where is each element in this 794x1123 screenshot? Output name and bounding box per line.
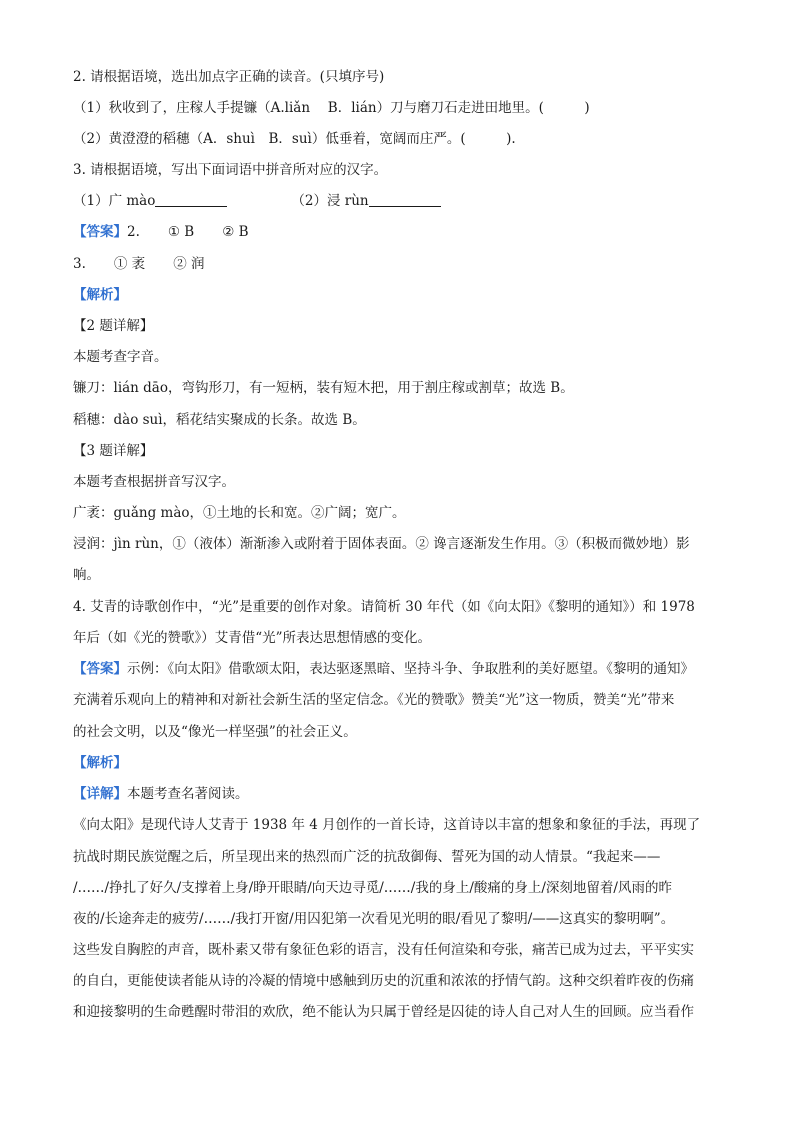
detail-4-line: /……/挣扎了好久/支撑着上身/睁开眼睛/向天边寻觅/……/我的身上/酸痛的身上/深刻地留着/风雨的昨 <box>73 880 672 896</box>
q3-stem: 3. 请根据语境，写出下面词语中拼音所对应的汉字。 <box>73 162 388 178</box>
detail-2-line: 本题考查字音。 <box>73 349 168 365</box>
detail-4-line: 这些发自胸腔的声音，既朴素又带有象征色彩的语言，没有任何渲染和夸张，痛苦已成为过去，平平实实 <box>73 942 694 958</box>
q3-item-1-label: （1）广 mào <box>73 193 156 209</box>
detail-2-line: 稻穗：dào suì，稻花结实聚成的长条。故选 B。 <box>73 412 366 428</box>
answer-4-line-2: 充满着乐观向上的精神和对新社会新生活的坚定信念。《光的赞歌》赞美“光”这一物质，赞美“光”带来 <box>73 692 675 708</box>
detail-4-line: 《向太阳》是现代诗人艾青于 1938 年 4 月创作的一首长诗，这首诗以丰富的想象和象征的手法，再现了 <box>73 817 701 833</box>
detail-4-line: 和迎接黎明的生命甦醒时带泪的欢欣，绝不能认为只属于曾经是囚徒的诗人自己对人生的回顾。应当看作 <box>73 1004 694 1020</box>
detail-2-line: 镰刀：lián dāo，弯钩形刀，有一短柄，装有短木把，用于割庄稼或割草；故选 B。 <box>73 380 574 396</box>
detail-3-title: 【3 题详解】 <box>73 443 154 459</box>
analysis-tag: 【解析】 <box>73 287 127 303</box>
answer-tag: 【答案】 <box>73 661 127 677</box>
detail-3-line: 广袤：guǎng mào，①土地的长和宽。②广阔；宽广。 <box>73 505 406 521</box>
answer-4-line-3: 的社会文明，以及“像光一样坚强”的社会正义。 <box>73 724 357 740</box>
detail-4-line: 的自白，更能使读者能从诗的冷凝的情境中感触到历史的沉重和浓浓的抒情气韵。这种交织着昨夜的伤痛 <box>73 973 694 989</box>
q2-stem: 2. 请根据语境，选出加点字正确的读音。(只填序号) <box>73 69 385 85</box>
detail-2-title: 【2 题详解】 <box>73 318 154 334</box>
detail-3-line: 浸润：jìn rùn，①（液体）渐渐渗入或附着于固体表面。② 谗言逐渐发生作用。③（积极而微妙地）影 <box>73 536 690 552</box>
q3-items <box>73 190 733 212</box>
q2-item-1: （1）秋收到了，庄稼人手提镰（A.liǎn B．lián）刀与磨刀石走进田地里。( ) <box>73 100 590 116</box>
detail-4-line: 夜的/长途奔走的疲劳/……/我打开窗/用囚犯第一次看见光明的眼/看见了黎明/——这真实的黎明啊”。 <box>73 911 675 927</box>
answer-1-line-1: 【答案】2. ① B ② B <box>73 224 249 240</box>
answer-tag: 【答案】 <box>73 224 127 240</box>
q3-item-2-label: （2）浸 rùn <box>291 193 369 209</box>
answer-1-line-2: 3. ① 袤 ② 润 <box>73 256 205 272</box>
detail-3-line: 响。 <box>73 567 100 583</box>
answer-4-line-1: 【答案】示例：《向太阳》借歌颂太阳，表达驱逐黑暗、坚持斗争、争取胜利的美好愿望。《黎明的通知》 <box>73 661 694 677</box>
q4-stem-line-2: 年后（如《光的赞歌》）艾青借“光”所表达思想情感的变化。 <box>73 630 432 646</box>
detail-4-line-first: 【详解】本题考查名著阅读。 <box>73 786 249 802</box>
q3-item-1-blank <box>155 192 227 207</box>
q2-item-2: （2）黄澄澄的稻穗（A．shuì B．suì）低垂着，宽阔而庄严。( ). <box>73 131 516 147</box>
q4-stem-line-1: 4. 艾青的诗歌创作中，“光”是重要的创作对象。请简析 30 年代（如《向太阳》《黎明的通知》）和 1978 <box>73 599 695 615</box>
q3-item-2-blank <box>369 192 441 207</box>
detail-tag: 【详解】 <box>73 786 127 802</box>
detail-4-line: 抗战时期民族觉醒之后，所呈现出来的热烈而广泛的抗敌御侮、誓死为国的动人情景。“我起来—— <box>73 849 661 865</box>
analysis-tag: 【解析】 <box>73 755 127 771</box>
detail-3-line: 本题考查根据拼音写汉字。 <box>73 474 235 490</box>
